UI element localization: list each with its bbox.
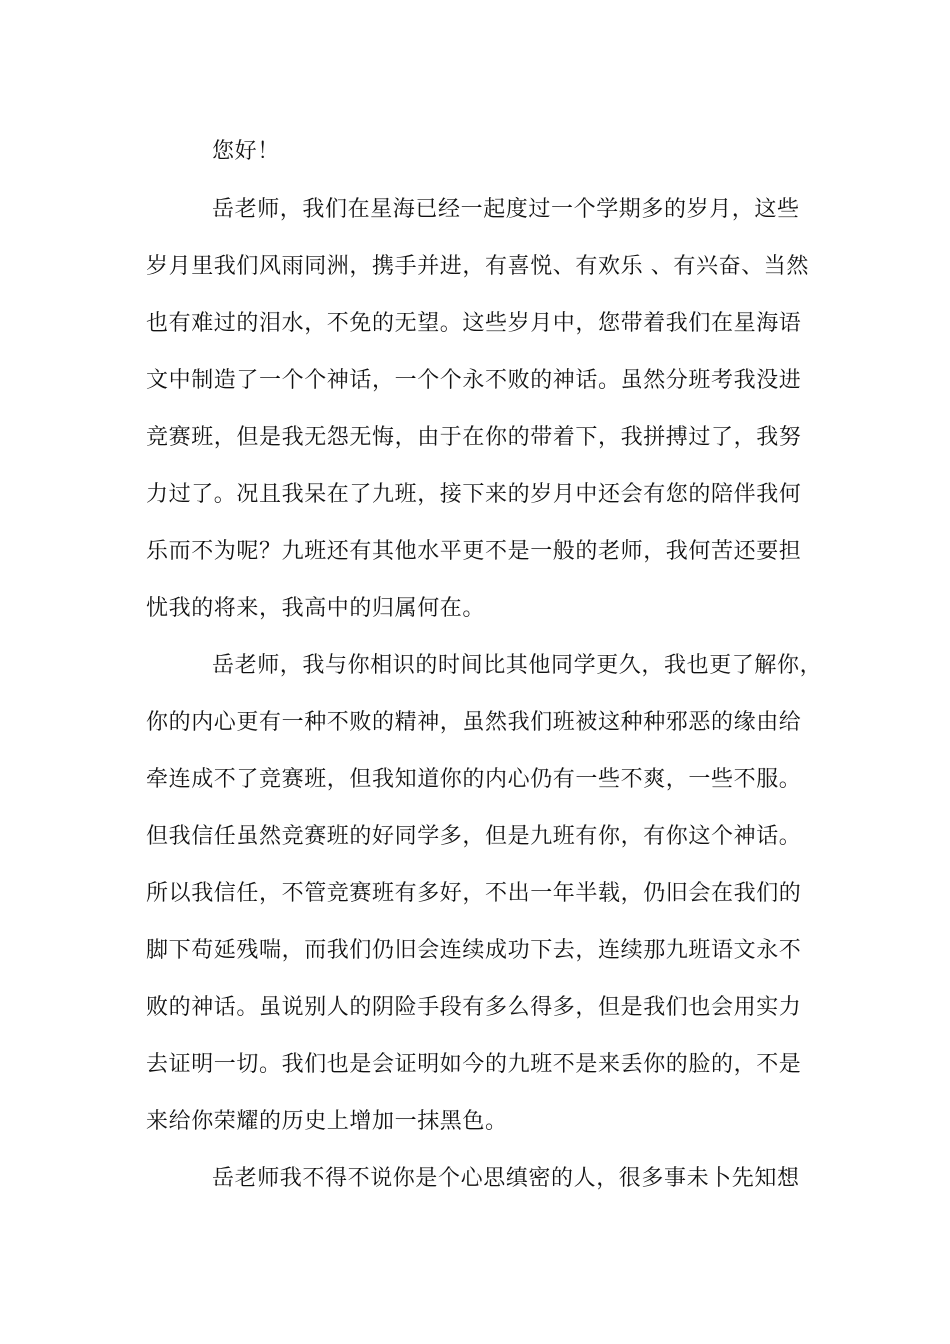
paragraph-line: 来给你荣耀的历史上增加一抹黑色。: [146, 1109, 508, 1134]
paragraph-line: 文中制造了一个个神话，一个个永不败的神话。虽然分班考我没进: [146, 368, 802, 393]
paragraph-line: 岳老师，我们在星海已经一起度过一个学期多的岁月，这些: [212, 197, 800, 222]
paragraph-line: 乐而不为呢？九班还有其他水平更不是一般的老师，我何苦还要担: [146, 539, 802, 564]
paragraph-line: 忧我的将来，我高中的归属何在。: [146, 596, 486, 621]
paragraph-line: 也有难过的泪水，不免的无望。这些岁月中，您带着我们在星海语: [146, 311, 802, 336]
paragraph-line: 岁月里我们风雨同洲，携手并进，有喜悦、有欢乐 、有兴奋、当然: [146, 254, 809, 279]
paragraph-line: 牵连成不了竞赛班，但我知道你的内心仍有一些不爽，一些不服。: [146, 767, 802, 792]
paragraph-line: 脚下苟延残喘，而我们仍旧会连续成功下去，连续那九班语文永不: [146, 938, 802, 963]
paragraph-line: 力过了。况且我呆在了九班，接下来的岁月中还会有您的陪伴我何: [146, 482, 802, 507]
paragraph-line: 竞赛班，但是我无怨无悔，由于在你的带着下，我拼搏过了，我努: [146, 425, 802, 450]
paragraph-line: 你的内心更有一种不败的精神，虽然我们班被这种种邪恶的缘由给: [146, 710, 802, 735]
paragraph-line: 但我信任虽然竞赛班的好同学多，但是九班有你，有你这个神话。: [146, 824, 802, 849]
paragraph-line: 岳老师，我与你相识的时间比其他同学更久，我也更了解你，: [212, 653, 823, 678]
greeting-line: 您好！: [212, 139, 280, 164]
paragraph-line: 败的神话。虽说别人的阴险手段有多么得多，但是我们也会用实力: [146, 995, 802, 1020]
paragraph-line: 岳老师我不得不说你是个心思缜密的人，很多事未卜先知想: [212, 1166, 800, 1191]
paragraph-line: 去证明一切。我们也是会证明如今的九班不是来丢你的脸的，不是: [146, 1052, 802, 1077]
paragraph-line: 所以我信任，不管竞赛班有多好，不出一年半载，仍旧会在我们的: [146, 881, 802, 906]
